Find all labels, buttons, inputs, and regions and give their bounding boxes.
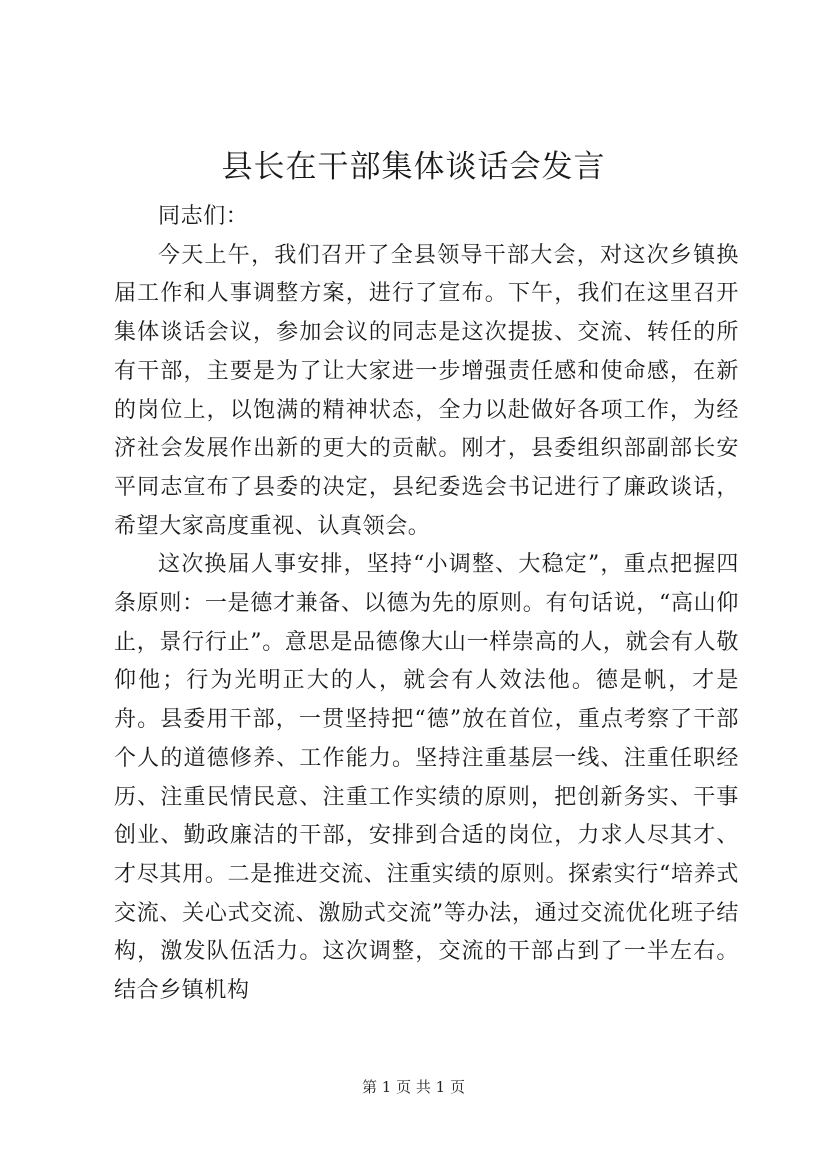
salutation: 同志们： (158, 204, 249, 229)
document-body (114, 198, 739, 1011)
document-title: 县长在干部集体谈话会发言 (221, 149, 606, 185)
paragraph-2: 这次换届人事安排，坚持“小调整、大稳定”，重点把握四条原则：一是德才兼备、以德为先的原则。有句话说，“高山仰止，景行行止”。意思是品德像大山一样崇高的人，就会有人敬仰他；行为光明正大的人，就会有人效法他。德是帆，才是舟。县委用干部，一贯坚持把“德”放在首位，重点考察了干部个人的道德修养、工作能力。坚持注重基层一线、注重任职经历、注重民情民意、注重工作实绩的原则，把创新务实、干事创业、勤政廉洁的干部，安排到合适的岗位，力求人尽其才、才尽其用。二是推进交流、注重实绩的原则。探索实行“培养式交流、关心式交流、激励式交流”等办法，通过交流优化班子结构，激发队伍活力。这次调整，交流的干部占到了一半左右。结合乡镇机构 (114, 552, 739, 1004)
paragraph-1: 今天上午，我们召开了全县领导干部大会，对这次乡镇换届工作和人事调整方案，进行了宣布。下午，我们在这里召开集体谈话会议，参加会议的同志是这次提拔、交流、转任的所有干部，主要是为了让大家进一步增强责任感和使命感，在新的岗位上，以饱满的精神状态，全力以赴做好各项工作，为经济社会发展作出新的更大的贡献。刚才，县委组织部副部长安平同志宣布了县委的决定，县纪委选会书记进行了廉政谈话，希望大家高度重视、认真领会。 (114, 242, 739, 539)
page-footer: 第 1 页 共 1 页 (362, 1078, 465, 1096)
